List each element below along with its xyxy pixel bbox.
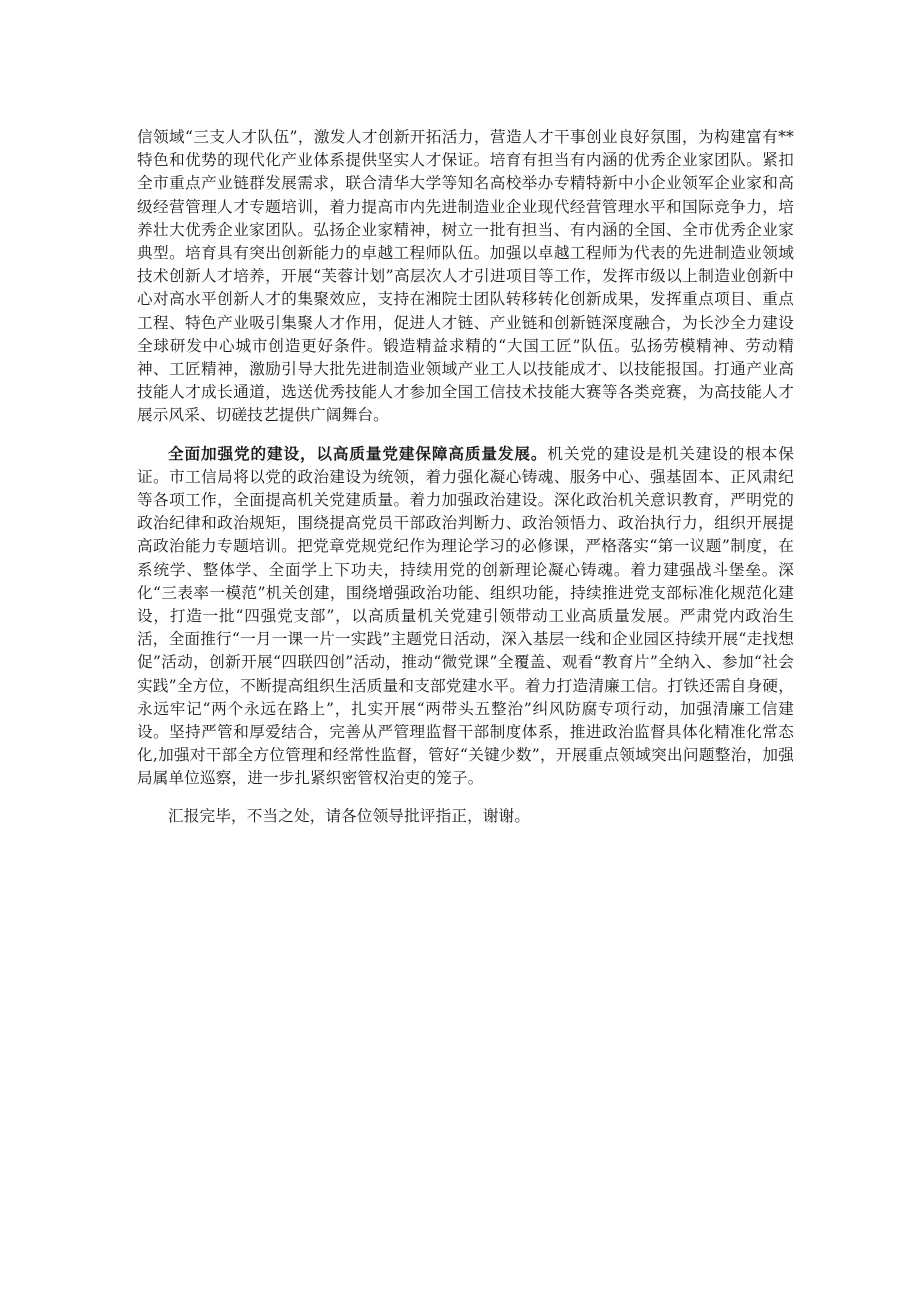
paragraph-body: 机关党的建设是机关建设的根本保证。市工信局将以党的政治建设为统领，着力强化凝心铸魂、服务中心、强基固本、正风肃纪等各项工作，全面提高机关党建质量。着力加强政治建设。深化政治机关意识教育，严明党的政治纪律和政治规矩，围绕提高党员干部政治判断力、政治领悟力、政治执行力，组织开展提高政治能力专题培训。把党章党规党纪作为理论学习的必修课，严格落实“第一议题”制度，在系统学、整体学、全面学上下功夫，持续用党的创新理论凝心铸魂。着力建强战斗堡垒。深化“三表率一模范”机关创建，围绕增强政治功能、组织功能，持续推进党支部标准化规范化建设，打造一批“四强党支部”，以高质量机关党建引领带动工业高质量发展。严肃党内政治生活，全面推行“一月一课一片一实践”主题党日活动，深入基层一线和企业园区持续开展“走找想促”活动，创新开展“四联四创”活动，推动“微党课”全覆盖、观看“教育片”全纳入、参加“社会实践”全方位，不断提高组织生活质量和支部党建水平。着力打造清廉工信。打铁还需自身硬，永远牢记“两个永远在路上”，扎实开展“两带头五整治”纠风防腐专项行动，加强清廉工信建设。坚持严管和厚爱结合，完善从严管理监督干部制度体系，推进政治监督具体化精准化常态化,加强对干部全方位管理和经常性监督，管好“关键少数”，开展重点领域突出问题整治，加强局属单位巡察，进一步扎紧织密管权治吏的笼子。 bbox=[137, 444, 794, 788]
document-page bbox=[137, 126, 794, 828]
body-paragraph-party-building bbox=[137, 442, 794, 791]
closing-paragraph: 汇报完毕，不当之处，请各位领导批评指正，谢谢。 bbox=[168, 806, 531, 825]
body-paragraph-talent: 信领域“三支人才队伍”，激发人才创新开拓活力，营造人才干事创业良好氛围，为构建富有**特色和优势的现代化产业体系提供坚实人才保证。培育有担当有内涵的优秀企业家团队。紧扣全市重点产业链群发展需求，联合清华大学等知名高校举办专精特新中小企业领军企业家和高级经营管理人才专题培训，着力提高市内先进制造业企业现代经营管理水平和国际竞争力，培养壮大优秀企业家团队。弘扬企业家精神，树立一批有担当、有内涵的全国、全市优秀企业家典型。培育具有突出创新能力的卓越工程师队伍。加强以卓越工程师为代表的先进制造业领域技术创新人才培养，开展“芙蓉计划”高层次人才引进项目等工作，发挥市级以上制造业创新中心对高水平创新人才的集聚效应，支持在湘院士团队转移转化创新成果，发挥重点项目、重点工程、特色产业吸引集聚人才作用，促进人才链、产业链和创新链深度融合，为长沙全力建设全球研发中心城市创造更好条件。锻造精益求精的“大国工匠”队伍。弘扬劳模精神、劳动精神、工匠精神，激励引导大批先进制造业领域产业工人以技能成才、以技能报国。打通产业高技能人才成长通道，选送优秀技能人才参加全国工信技术技能大赛等各类竞赛，为高技能人才展示风采、切磋技艺提供广阔舞台。 bbox=[137, 128, 794, 425]
paragraph-heading: 全面加强党的建设，以高质量党建保障高质量发展。 bbox=[168, 443, 548, 463]
